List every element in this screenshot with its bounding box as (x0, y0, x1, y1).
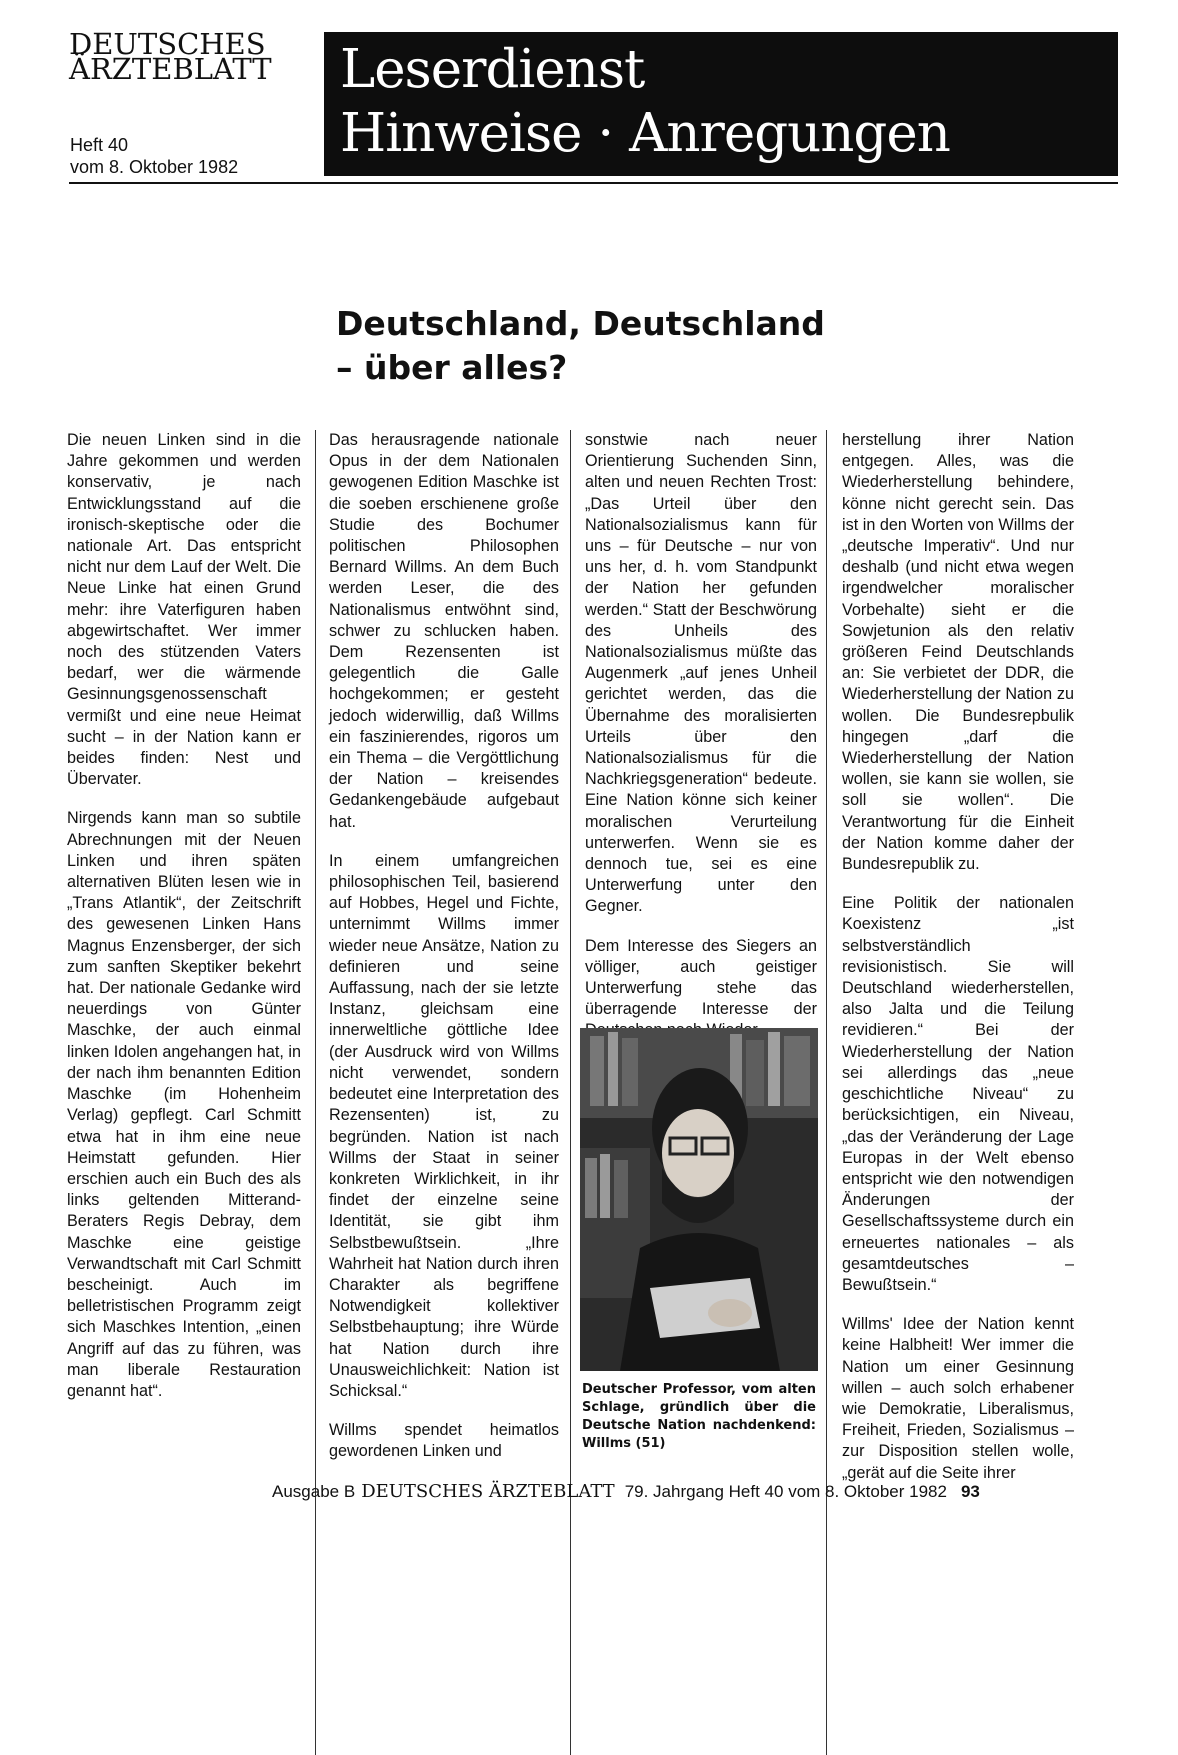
footer-edition: Ausgabe B (272, 1482, 356, 1501)
page-number: 93 (960, 1482, 980, 1501)
logo-line-2: ÄRZTEBLATT (69, 52, 272, 86)
column-divider (826, 430, 827, 1755)
page-footer (272, 1480, 1078, 1504)
banner-line-2: Hinweise · Anregungen (340, 103, 950, 164)
journal-logo (69, 27, 309, 86)
paragraph: Eine Politik der nationalen Koexistenz „ist selbstverständlich revisionistisch. Sie will Deutschland wiederherstellen, also Jalta und die Teilung revidieren.“ Bei der Wiederherstellung der Nation sei allerdings das „neue geschichtliche Niveau“ zu berücksichtigen, ein Niveau, „das der Veränderung der Lage Europas in der Welt ebenso entspricht wie den notwendigen Änderungen der Gesellschaftssysteme durch ein erneuertes nationales – als gesamtdeutsches – Bewußtsein.“ (842, 894, 1074, 1294)
paragraph: herstellung ihrer Nation entgegen. Alles, was die Wiederherstellung behindere, könne nicht gerecht sein. Das ist in den Worten von Willms der „deutsche Imperativ“. Und nur deshalb (und nicht etwa wegen irgendwelcher moralischer Vorbehalte) sieht er die Sowjetunion als den relativ größeren Feind Deutschlands an: Sie verbietet der DDR, die Wiederherstellung der Nation zu wollen. Die Bundesrepbulik hingegen „darf die Wiederherstellung der Nation wollen, sie kann sie wollen, sie soll sie wollen“. Die Verantwortung für die Einheit der Nation komme daher der Bundesrepublik zu. (842, 431, 1074, 874)
issue-number: Heft 40 (70, 135, 129, 155)
photo-caption: Deutscher Professor, vom alten Schlage, gründlich über die Deutsche Nation nachdenkend: Willms (51) (582, 1382, 816, 1451)
paragraph: Die neuen Linken sind in die Jahre gekommen und werden konservativ, je nach Entwicklungsstand auf die ironisch-skeptische oder die nationale Art. Das entspricht nicht nur dem Lauf der Welt. Die Neue Linke hat einen Grund mehr: ihre Vaterfiguren haben abgewirtschaftet. Wer immer noch des stützenden Vaters bedarf, wer die wärmende Gesinnungsgenossenschaft vermißt und eine neue Heimat sucht – in der Nation kann er beides finden: Nest und Übervater. (67, 431, 301, 789)
column-divider (570, 430, 571, 1755)
paragraph: Willms' Idee der Nation kennt keine Halbheit! Wer immer die Nation um einer Gesinnung willen – auch solch erhabener wie Demokratie, Liberalismus, Freiheit, Frieden, Sozialismus – zur Disposition stellen wolle, „gerät auf die Seite ihrer (842, 1315, 1074, 1482)
logo-line-1: DEUTSCHES (69, 27, 266, 61)
issue-info (70, 134, 238, 178)
portrait-photo-icon (580, 1028, 818, 1371)
author-photo (580, 1028, 818, 1371)
article-column-2 (329, 430, 559, 1463)
paragraph: Das herausragende nationale Opus in der dem Nationalen gewogenen Edition Maschke ist die soeben erschienene große Studie des Bochumer politischen Philosophen Bernard Willms. An dem Buch werden Leser, die des Nationalismus entwöhnt sind, schwer zu schlucken haben. Dem Rezensenten ist gelegentlich die Galle hochgekommen; er gesteht jedoch widerwillig, daß Willms ein faszinierendes, rigoros um ein Thema – die Vergöttlichung der Nation – kreisendes Gedankengebäude aufgebaut hat. (329, 431, 559, 831)
article-column-3 (585, 430, 817, 1042)
headline-line-1: Deutschland, Deutschland (336, 304, 825, 343)
header-divider (69, 182, 1118, 184)
banner-line-1: Leserdienst (340, 39, 645, 100)
paragraph: Willms spendet heimatlos gewordenen Linken und (329, 1421, 559, 1461)
article-headline (336, 302, 825, 390)
footer-issue: 79. Jahrgang Heft 40 vom 8. Oktober 1982 (624, 1482, 947, 1501)
headline-line-2: – über alles? (336, 348, 568, 387)
article-column-1 (67, 430, 301, 1402)
issue-date: vom 8. Oktober 1982 (70, 157, 239, 177)
article-column-4 (842, 430, 1074, 1484)
paragraph: Dem Interesse des Siegers an völliger, auch geistiger Unterwerfung stehe das überragende Interesse der (585, 936, 817, 1019)
column-divider (315, 430, 316, 1755)
paragraph: sonstwie nach neuer Orientierung Suchenden Sinn, alten und neuen Rechten Trost: „Das Urteil über den Nationalsozialismus kann für uns – für Deutsche – nur von uns her, d. h. vom Standpunkt der Nation her gefunden werden.“ Statt der Beschwörung des Unheils des Nationalsozialismus müßte das Augenmerk „auf jenes Unheil gerichtet werden, das die Übernahme des moralisierten Urteils über den Nationalsozialismus für die Nachkriegsgeneration“ bedeute. Eine Nation könne sich keiner moralischen Verurteilung unterwerfen. Wenn sie es dennoch tue, sei es eine Unterwerfung unter den Gegner. (585, 431, 817, 916)
section-banner (324, 32, 1118, 176)
footer-journal: DEUTSCHES ÄRZTEBLATT (361, 1481, 615, 1502)
paragraph: Nirgends kann man so subtile Abrechnungen mit der Neuen Linken und ihren späten alternativen Blüten lesen wie in „Trans Atlantik“, der Zeitschrift des gewesenen Linken Hans Magnus Enzensberger, der sich zum sanften Skeptiker bekehrt hat. Der nationale Gedanke wird neuerdings von Günter Maschke, der auch einmal linken Idolen angehangen hat, in der nach ihm benannten Edition Maschke (im Hohenheim Verlag) gepflegt. Carl Schmitt etwa hat in ihm eine neue Heimstatt gefunden. Hier erschien auch ein Buch des als links geltenden Mitterand-Beraters Regis Debray, dem Maschke eine geistige Verwandtschaft mit Carl Schmitt bescheinigt. Auch im belletristischen Programm zeigt sich Maschkes Intention, „einen Angriff auf das zu führen, was man liberale Restauration genannt hat“. (67, 809, 302, 1400)
paragraph: In einem umfangreichen philosophischen Teil, basierend auf Hobbes, Hegel und Fichte, unternimmt Willms immer wieder neue Ansätze, Nation zu definieren und seine Auffassung, nach der sie letzte Instanz, gleichsam eine innerweltliche göttliche Idee (der Ausdruck wird von Willms nicht verwendet, sondern bedeutet eine Interpretation des Rezensenten) ist, zu begründen. Nation ist nach Willms der Staat in seiner konkreten Wirklichkeit, in ihr findet der einzelne seine Identität, sie gibt ihm Selbstbewußtsein. „Ihre Wahrheit hat Nation durch ihren Charakter als begriffene Notwendigkeit kollektiver Selbstbehauptung; ihre Würde hat Nation durch ihre Unausweichlichkeit: Nation ist Schicksal.“ (329, 851, 559, 1400)
